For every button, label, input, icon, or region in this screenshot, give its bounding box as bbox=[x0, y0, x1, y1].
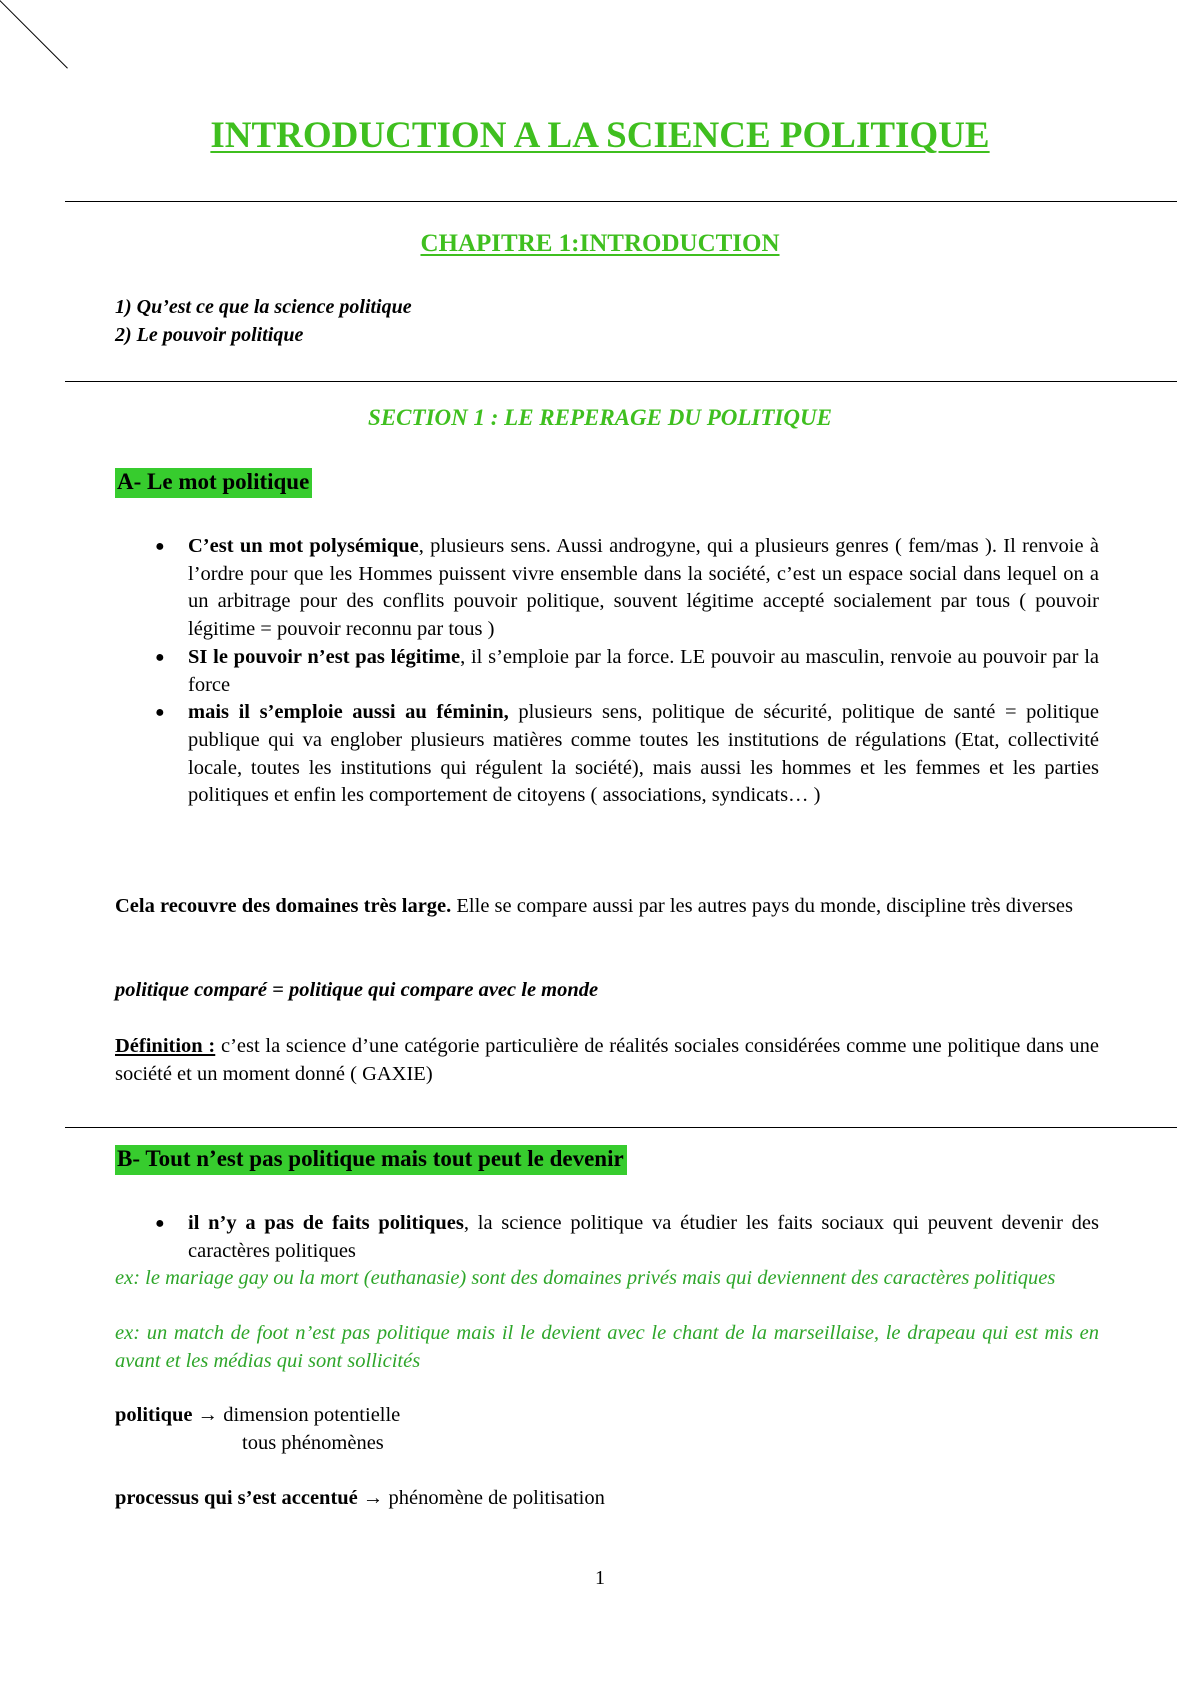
bullet-list-a bbox=[155, 533, 1099, 810]
subheading-b: B- Tout n’est pas politique mais tout peut le devenir bbox=[115, 1145, 627, 1175]
corner-mark bbox=[0, 0, 68, 69]
subheading-a: A- Le mot politique bbox=[115, 468, 312, 498]
process-line: processus qui s’est accentué → phénomène de politisation bbox=[115, 1487, 605, 1509]
bullet-icon: ● bbox=[155, 704, 165, 722]
bullet-icon: ● bbox=[155, 538, 165, 555]
divider bbox=[65, 381, 1177, 382]
document-title: INTRODUCTION A LA SCIENCE POLITIQUE bbox=[210, 115, 990, 156]
arrow-icon: → bbox=[197, 1404, 219, 1426]
list-item: ● il n’y a pas de faits politiques, la science politique va étudier les faits sociaux qui peuvent devenir des caractères politiques bbox=[155, 1212, 1099, 1262]
list-item: ● mais il s’emploie aussi au féminin, plusieurs sens, politique de sécurité, politique de santé = politique publique qui va englober plusieurs matières comme toutes les institutions de régulations (Etat, collectivité locale, toutes les institutions qui régulent la société), mais aussi les hommes et les femmes et les parties politiques et enfin les comportement de citoyens ( associations, syndicats… ) bbox=[155, 701, 1099, 807]
chapter-outline bbox=[115, 293, 412, 349]
compare-line: politique comparé = politique qui compare avec le monde bbox=[115, 979, 599, 1001]
divider bbox=[65, 1127, 1177, 1128]
outline-item: 2) Le pouvoir politique bbox=[115, 324, 304, 346]
bullet-icon: ● bbox=[155, 648, 165, 666]
list-item: ● SI le pouvoir n’est pas légitime, il s’emploie par la force. LE pouvoir au masculin, renvoie au pouvoir par la force bbox=[155, 645, 1099, 696]
section-heading: SECTION 1 : LE REPERAGE DU POLITIQUE bbox=[368, 405, 832, 430]
definition-paragraph: Définition : c’est la science d’une catégorie particulière de réalités sociales considérées comme une politique dans une société et un moment donné ( GAXIE) bbox=[115, 1035, 1099, 1085]
divider bbox=[65, 201, 1177, 202]
example-1: ex: le mariage gay ou la mort (euthanasie) sont des domaines privés mais qui deviennent des caractères politiques bbox=[115, 1267, 1056, 1289]
bullet-icon: ● bbox=[155, 1215, 165, 1232]
politique-line-2: tous phénomènes bbox=[242, 1432, 384, 1454]
outline-item: 1) Qu’est ce que la science politique bbox=[115, 296, 412, 318]
page-number: 1 bbox=[595, 1567, 605, 1589]
arrow-icon: → bbox=[362, 1487, 384, 1509]
bullet-list-b bbox=[155, 1210, 1099, 1265]
politique-line: politique → dimension potentielle bbox=[115, 1404, 401, 1426]
chapter-heading: CHAPITRE 1:INTRODUCTION bbox=[420, 230, 780, 257]
list-item: ● C’est un mot polysémique, plusieurs sens. Aussi androgyne, qui a plusieurs genres ( fem/mas ). Il renvoie à l’ordre pour que les Hommes puissent vivre ensemble dans la société, c’est un espace social dans lequel on a un arbitrage pour des conflits pouvoir politique, souvent légitime accepté socialement par tous ( pouvoir légitime = pouvoir reconnu par tous ) bbox=[155, 535, 1099, 641]
scope-paragraph: Cela recouvre des domaines très large. Elle se compare aussi par les autres pays du monde, discipline très diverses bbox=[115, 895, 1073, 917]
example-2: ex: un match de foot n’est pas politique mais il le devient avec le chant de la marseillaise, le drapeau qui est mis en avant et les médias qui sont sollicités bbox=[115, 1322, 1099, 1372]
